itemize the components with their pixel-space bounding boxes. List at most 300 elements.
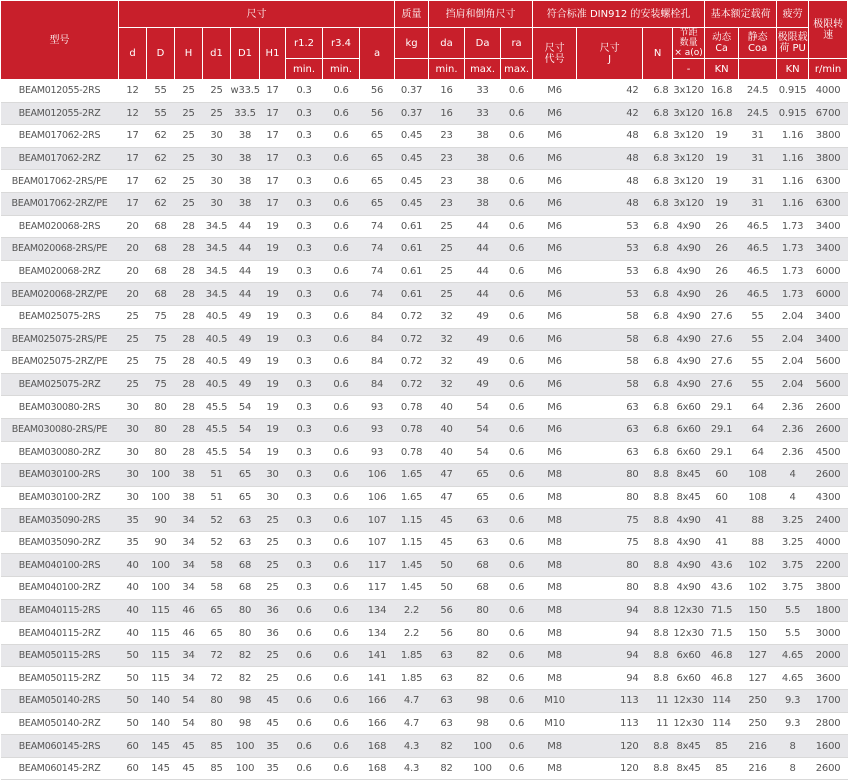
header-kn-stat — [739, 59, 777, 80]
table-cell: 60 — [119, 757, 147, 780]
table-cell: 0.3 — [286, 238, 323, 261]
table-cell: 0.78 — [395, 396, 429, 419]
table-cell: 0.6 — [323, 531, 360, 554]
table-cell: 0.3 — [286, 170, 323, 193]
table-cell: 68 — [147, 260, 175, 283]
header-din: 符合标准 DIN912 的安装螺栓孔 — [533, 1, 705, 28]
table-cell: 2600 — [809, 396, 848, 419]
table-cell: 3800 — [809, 125, 848, 148]
table-cell: 80 — [231, 599, 260, 622]
table-cell: 74 — [360, 260, 395, 283]
table-cell: 12x30 — [673, 712, 705, 735]
table-cell: M8 — [533, 577, 577, 600]
table-cell: 19 — [260, 418, 286, 441]
table-cell: 44 — [465, 260, 501, 283]
model-cell: BEAM040115-2RS — [1, 599, 119, 622]
table-cell: 0.6 — [501, 260, 533, 283]
table-cell: M8 — [533, 667, 577, 690]
header-H1: H1 — [260, 28, 286, 80]
table-cell: 45.5 — [203, 418, 231, 441]
table-cell: 113 — [577, 712, 643, 735]
table-cell: 24.5 — [739, 102, 777, 125]
table-cell: 4.3 — [395, 757, 429, 780]
table-cell: 120 — [577, 757, 643, 780]
table-cell: 17 — [260, 102, 286, 125]
table-cell: 127 — [739, 667, 777, 690]
table-cell: 0.78 — [395, 441, 429, 464]
table-row — [1, 305, 848, 328]
table-cell: 68 — [231, 577, 260, 600]
table-cell: 1.15 — [395, 509, 429, 532]
table-cell: 115 — [147, 622, 175, 645]
table-cell: 0.915 — [777, 102, 809, 125]
table-cell: 0.45 — [395, 125, 429, 148]
model-cell: BEAM020068-2RS — [1, 215, 119, 238]
table-cell: 0.6 — [501, 531, 533, 554]
table-cell: 113 — [577, 690, 643, 713]
table-cell: 1.45 — [395, 554, 429, 577]
table-cell: 98 — [465, 712, 501, 735]
table-cell: 134 — [360, 599, 395, 622]
table-cell: 0.6 — [323, 396, 360, 419]
table-cell: 45 — [429, 531, 465, 554]
header-max-ra: max. — [501, 59, 533, 80]
table-row — [1, 690, 848, 713]
table-cell: 58 — [577, 328, 643, 351]
table-cell: 0.6 — [501, 373, 533, 396]
table-cell: 82 — [231, 644, 260, 667]
table-cell: 28 — [175, 238, 203, 261]
table-cell: 0.6 — [286, 644, 323, 667]
table-cell: 0.3 — [286, 396, 323, 419]
table-cell: 30 — [203, 170, 231, 193]
table-cell: 23 — [429, 125, 465, 148]
table-cell: 5600 — [809, 373, 848, 396]
header-kg: kg — [395, 28, 429, 59]
table-cell: 33.5 — [231, 102, 260, 125]
table-cell: 19 — [260, 260, 286, 283]
header-size: 尺寸 — [119, 1, 395, 28]
model-cell: BEAM017062-2RS/PE — [1, 170, 119, 193]
table-cell: 65 — [465, 486, 501, 509]
table-cell: 2.04 — [777, 328, 809, 351]
table-cell: M6 — [533, 260, 577, 283]
table-cell: 3x120 — [673, 170, 705, 193]
table-cell: 46.5 — [739, 215, 777, 238]
table-cell: 3800 — [809, 577, 848, 600]
table-cell: 3.75 — [777, 554, 809, 577]
table-cell: 102 — [739, 554, 777, 577]
table-cell: 25 — [429, 238, 465, 261]
table-cell: 6000 — [809, 260, 848, 283]
table-cell: 0.6 — [501, 599, 533, 622]
table-cell: 25 — [260, 644, 286, 667]
table-cell: 55 — [147, 80, 175, 103]
table-cell: 1.16 — [777, 125, 809, 148]
table-cell: 84 — [360, 351, 395, 374]
table-cell: 0.6 — [323, 441, 360, 464]
table-cell: 17 — [260, 125, 286, 148]
table-cell: 98 — [465, 690, 501, 713]
table-cell: 11 — [643, 690, 673, 713]
header-n: N — [643, 28, 673, 80]
table-cell: 94 — [577, 622, 643, 645]
table-cell: 93 — [360, 441, 395, 464]
table-cell: 150 — [739, 599, 777, 622]
table-cell: 27.6 — [705, 351, 739, 374]
table-cell: 80 — [231, 622, 260, 645]
table-cell: 54 — [231, 418, 260, 441]
header-rmin: r/min — [809, 59, 848, 80]
table-cell: 8x45 — [673, 757, 705, 780]
table-cell: 82 — [429, 735, 465, 758]
table-row — [1, 125, 848, 148]
table-cell: 4x90 — [673, 305, 705, 328]
table-cell: 75 — [147, 305, 175, 328]
table-row — [1, 418, 848, 441]
model-cell: BEAM030100-2RS — [1, 464, 119, 487]
table-cell: 40 — [119, 577, 147, 600]
table-row — [1, 667, 848, 690]
table-cell: 6.8 — [643, 238, 673, 261]
table-cell: 19 — [705, 170, 739, 193]
table-cell: 27.6 — [705, 305, 739, 328]
table-cell: 43.6 — [705, 554, 739, 577]
table-cell: 34 — [175, 577, 203, 600]
table-cell: 2800 — [809, 712, 848, 735]
table-cell: 62 — [147, 147, 175, 170]
header-r34: r3.4 — [323, 28, 360, 59]
table-cell: 0.6 — [323, 283, 360, 306]
table-cell: 74 — [360, 283, 395, 306]
table-cell: 0.6 — [323, 418, 360, 441]
table-cell: 52 — [203, 509, 231, 532]
table-cell: 12 — [119, 80, 147, 103]
table-cell: 85 — [705, 735, 739, 758]
table-cell: 24.5 — [739, 80, 777, 103]
table-cell: 47 — [429, 486, 465, 509]
table-cell: M8 — [533, 757, 577, 780]
table-cell: 8.8 — [643, 735, 673, 758]
table-cell: 19 — [260, 441, 286, 464]
table-row — [1, 712, 848, 735]
table-cell: 54 — [465, 418, 501, 441]
table-cell: 0.37 — [395, 102, 429, 125]
table-cell: 0.6 — [323, 147, 360, 170]
table-cell: 49 — [465, 328, 501, 351]
table-cell: 28 — [175, 396, 203, 419]
table-row — [1, 283, 848, 306]
table-cell: 26 — [705, 283, 739, 306]
table-cell: 3800 — [809, 147, 848, 170]
table-cell: 80 — [465, 599, 501, 622]
table-cell: 85 — [203, 757, 231, 780]
table-cell: 51 — [203, 486, 231, 509]
table-cell: 40.5 — [203, 351, 231, 374]
table-cell: 40 — [429, 418, 465, 441]
model-cell: BEAM017062-2RS — [1, 125, 119, 148]
table-cell: 23 — [429, 170, 465, 193]
table-cell: 127 — [739, 644, 777, 667]
table-cell: 1800 — [809, 599, 848, 622]
table-cell: 168 — [360, 735, 395, 758]
table-cell: 17 — [119, 147, 147, 170]
table-cell: 141 — [360, 667, 395, 690]
table-cell: 56 — [429, 599, 465, 622]
table-cell: 0.6 — [286, 622, 323, 645]
table-cell: 2.04 — [777, 351, 809, 374]
table-cell: 17 — [119, 125, 147, 148]
table-cell: 49 — [465, 373, 501, 396]
table-cell: 63 — [429, 644, 465, 667]
table-cell: 23 — [429, 192, 465, 215]
table-cell: 75 — [577, 531, 643, 554]
table-cell: 62 — [147, 125, 175, 148]
table-cell: 65 — [360, 192, 395, 215]
table-cell: 20 — [119, 260, 147, 283]
table-cell: 34 — [175, 667, 203, 690]
table-cell: 4x90 — [673, 328, 705, 351]
table-cell: 30 — [119, 418, 147, 441]
table-cell: 53 — [577, 215, 643, 238]
table-cell: 0.6 — [323, 622, 360, 645]
model-cell: BEAM020068-2RS/PE — [1, 238, 119, 261]
model-cell: BEAM030100-2RZ — [1, 486, 119, 509]
table-cell: 19 — [705, 192, 739, 215]
table-cell: 3.25 — [777, 531, 809, 554]
header-D: D — [147, 28, 175, 80]
table-cell: 1.73 — [777, 260, 809, 283]
table-cell: 1600 — [809, 735, 848, 758]
table-cell: 60 — [705, 464, 739, 487]
table-cell: 0.61 — [395, 215, 429, 238]
table-cell: 50 — [119, 712, 147, 735]
table-header — [1, 1, 848, 80]
table-cell: 63 — [429, 690, 465, 713]
table-cell: 48 — [577, 170, 643, 193]
table-cell: 2600 — [809, 757, 848, 780]
model-cell: BEAM030080-2RS — [1, 396, 119, 419]
table-cell: 40.5 — [203, 305, 231, 328]
table-cell: 0.6 — [501, 464, 533, 487]
table-cell: 36 — [260, 622, 286, 645]
header-min-r34: min. — [323, 59, 360, 80]
table-cell: 9.3 — [777, 712, 809, 735]
table-cell: 17 — [260, 192, 286, 215]
table-cell: 0.6 — [323, 644, 360, 667]
table-row — [1, 735, 848, 758]
table-cell: 85 — [705, 757, 739, 780]
table-cell: 28 — [175, 283, 203, 306]
table-cell: 0.6 — [323, 260, 360, 283]
table-cell: 44 — [231, 283, 260, 306]
table-cell: 49 — [465, 305, 501, 328]
table-cell: 74 — [360, 238, 395, 261]
table-cell: 1.45 — [395, 577, 429, 600]
table-cell: 8.8 — [643, 486, 673, 509]
table-cell: 25 — [429, 215, 465, 238]
header-H: H — [175, 28, 203, 80]
table-cell: 25 — [260, 509, 286, 532]
table-cell: 38 — [465, 147, 501, 170]
table-cell: 6.8 — [643, 305, 673, 328]
table-cell: M6 — [533, 373, 577, 396]
table-cell: 0.61 — [395, 260, 429, 283]
table-row — [1, 757, 848, 780]
table-cell: 63 — [577, 418, 643, 441]
model-cell: BEAM017062-2RZ — [1, 147, 119, 170]
table-cell: 56 — [429, 622, 465, 645]
table-cell: 47 — [429, 464, 465, 487]
table-row — [1, 396, 848, 419]
table-cell: M8 — [533, 486, 577, 509]
table-cell: 6.8 — [643, 170, 673, 193]
table-cell: 42 — [577, 80, 643, 103]
table-cell: 4x90 — [673, 238, 705, 261]
header-kn-pu: KN — [777, 59, 809, 80]
table-cell: 0.6 — [286, 735, 323, 758]
table-cell: M8 — [533, 735, 577, 758]
model-cell: BEAM025075-2RS — [1, 305, 119, 328]
table-cell: 0.72 — [395, 328, 429, 351]
table-cell: 0.915 — [777, 80, 809, 103]
table-cell: 6.8 — [643, 441, 673, 464]
table-cell: 38 — [465, 125, 501, 148]
table-cell: 0.6 — [323, 735, 360, 758]
table-cell: 4x90 — [673, 373, 705, 396]
table-cell: 32 — [429, 305, 465, 328]
table-cell: 0.6 — [323, 712, 360, 735]
table-cell: 6.8 — [643, 260, 673, 283]
table-cell: 8.8 — [643, 577, 673, 600]
table-cell: 166 — [360, 712, 395, 735]
table-cell: 44 — [231, 260, 260, 283]
model-cell: BEAM030080-2RS/PE — [1, 418, 119, 441]
table-cell: 0.6 — [501, 192, 533, 215]
table-cell: 48 — [577, 147, 643, 170]
table-cell: 46.5 — [739, 238, 777, 261]
table-row — [1, 486, 848, 509]
table-cell: 55 — [739, 373, 777, 396]
table-cell: 54 — [175, 712, 203, 735]
table-cell: 0.6 — [323, 328, 360, 351]
table-cell: 0.6 — [501, 238, 533, 261]
table-cell: 84 — [360, 328, 395, 351]
table-cell: 80 — [203, 690, 231, 713]
header-limit-load: 极限载 荷 PU — [777, 28, 809, 59]
table-cell: 25 — [203, 80, 231, 103]
table-cell: 140 — [147, 712, 175, 735]
table-cell: M6 — [533, 305, 577, 328]
table-cell: 41 — [705, 509, 739, 532]
table-cell: 34 — [175, 554, 203, 577]
table-row — [1, 351, 848, 374]
table-cell: 29.1 — [705, 418, 739, 441]
table-cell: 28 — [175, 351, 203, 374]
table-cell: 40.5 — [203, 373, 231, 396]
table-cell: 100 — [465, 757, 501, 780]
table-cell: 0.3 — [286, 373, 323, 396]
table-cell: 117 — [360, 554, 395, 577]
table-cell: 0.6 — [286, 667, 323, 690]
table-cell: 8.8 — [643, 509, 673, 532]
table-cell: 6700 — [809, 102, 848, 125]
table-cell: 0.6 — [501, 102, 533, 125]
table-cell: 75 — [147, 328, 175, 351]
header-rated-load: 基本额定载荷 — [705, 1, 777, 28]
table-cell: 6x60 — [673, 644, 705, 667]
model-cell: BEAM012055-2RS — [1, 80, 119, 103]
table-cell: 2600 — [809, 464, 848, 487]
table-cell: 25 — [429, 260, 465, 283]
table-cell: 30 — [119, 441, 147, 464]
table-cell: 4x90 — [673, 260, 705, 283]
table-cell: 65 — [203, 622, 231, 645]
table-cell: 25 — [175, 102, 203, 125]
table-cell: 120 — [577, 735, 643, 758]
table-cell: 0.6 — [323, 667, 360, 690]
table-cell: 4x90 — [673, 577, 705, 600]
table-row — [1, 531, 848, 554]
table-cell: 1.16 — [777, 170, 809, 193]
table-cell: 25 — [175, 147, 203, 170]
table-row — [1, 373, 848, 396]
table-cell: 33 — [465, 102, 501, 125]
header-d: d — [119, 28, 147, 80]
table-cell: M6 — [533, 418, 577, 441]
table-cell: 0.6 — [323, 577, 360, 600]
table-cell: 40 — [429, 396, 465, 419]
table-cell: 44 — [465, 238, 501, 261]
table-cell: 28 — [175, 441, 203, 464]
table-cell: 107 — [360, 509, 395, 532]
table-cell: 0.61 — [395, 283, 429, 306]
table-cell: 19 — [260, 328, 286, 351]
table-cell: 19 — [260, 238, 286, 261]
table-cell: 0.6 — [286, 712, 323, 735]
table-cell: 63 — [577, 441, 643, 464]
table-cell: 0.3 — [286, 125, 323, 148]
table-cell: 0.6 — [323, 599, 360, 622]
table-cell: 3x120 — [673, 102, 705, 125]
table-cell: 34.5 — [203, 238, 231, 261]
table-cell: 30 — [119, 396, 147, 419]
table-cell: 35 — [119, 531, 147, 554]
table-cell: 4 — [777, 464, 809, 487]
table-cell: 0.6 — [501, 170, 533, 193]
table-row — [1, 441, 848, 464]
table-cell: 34.5 — [203, 260, 231, 283]
table-cell: 35 — [260, 757, 286, 780]
table-cell: 93 — [360, 396, 395, 419]
table-cell: 0.6 — [323, 351, 360, 374]
table-cell: 84 — [360, 373, 395, 396]
table-cell: 3x120 — [673, 125, 705, 148]
table-cell: 0.45 — [395, 147, 429, 170]
table-cell: 2400 — [809, 509, 848, 532]
table-cell: 8.8 — [643, 622, 673, 645]
table-cell: 36 — [260, 599, 286, 622]
table-cell: 63 — [429, 667, 465, 690]
table-cell: 26 — [705, 215, 739, 238]
table-cell: 50 — [429, 554, 465, 577]
table-row — [1, 238, 848, 261]
table-cell: 45 — [175, 757, 203, 780]
table-cell: 16.8 — [705, 80, 739, 103]
table-cell: 49 — [465, 351, 501, 374]
table-cell: 40 — [119, 599, 147, 622]
table-cell: 8.8 — [643, 531, 673, 554]
